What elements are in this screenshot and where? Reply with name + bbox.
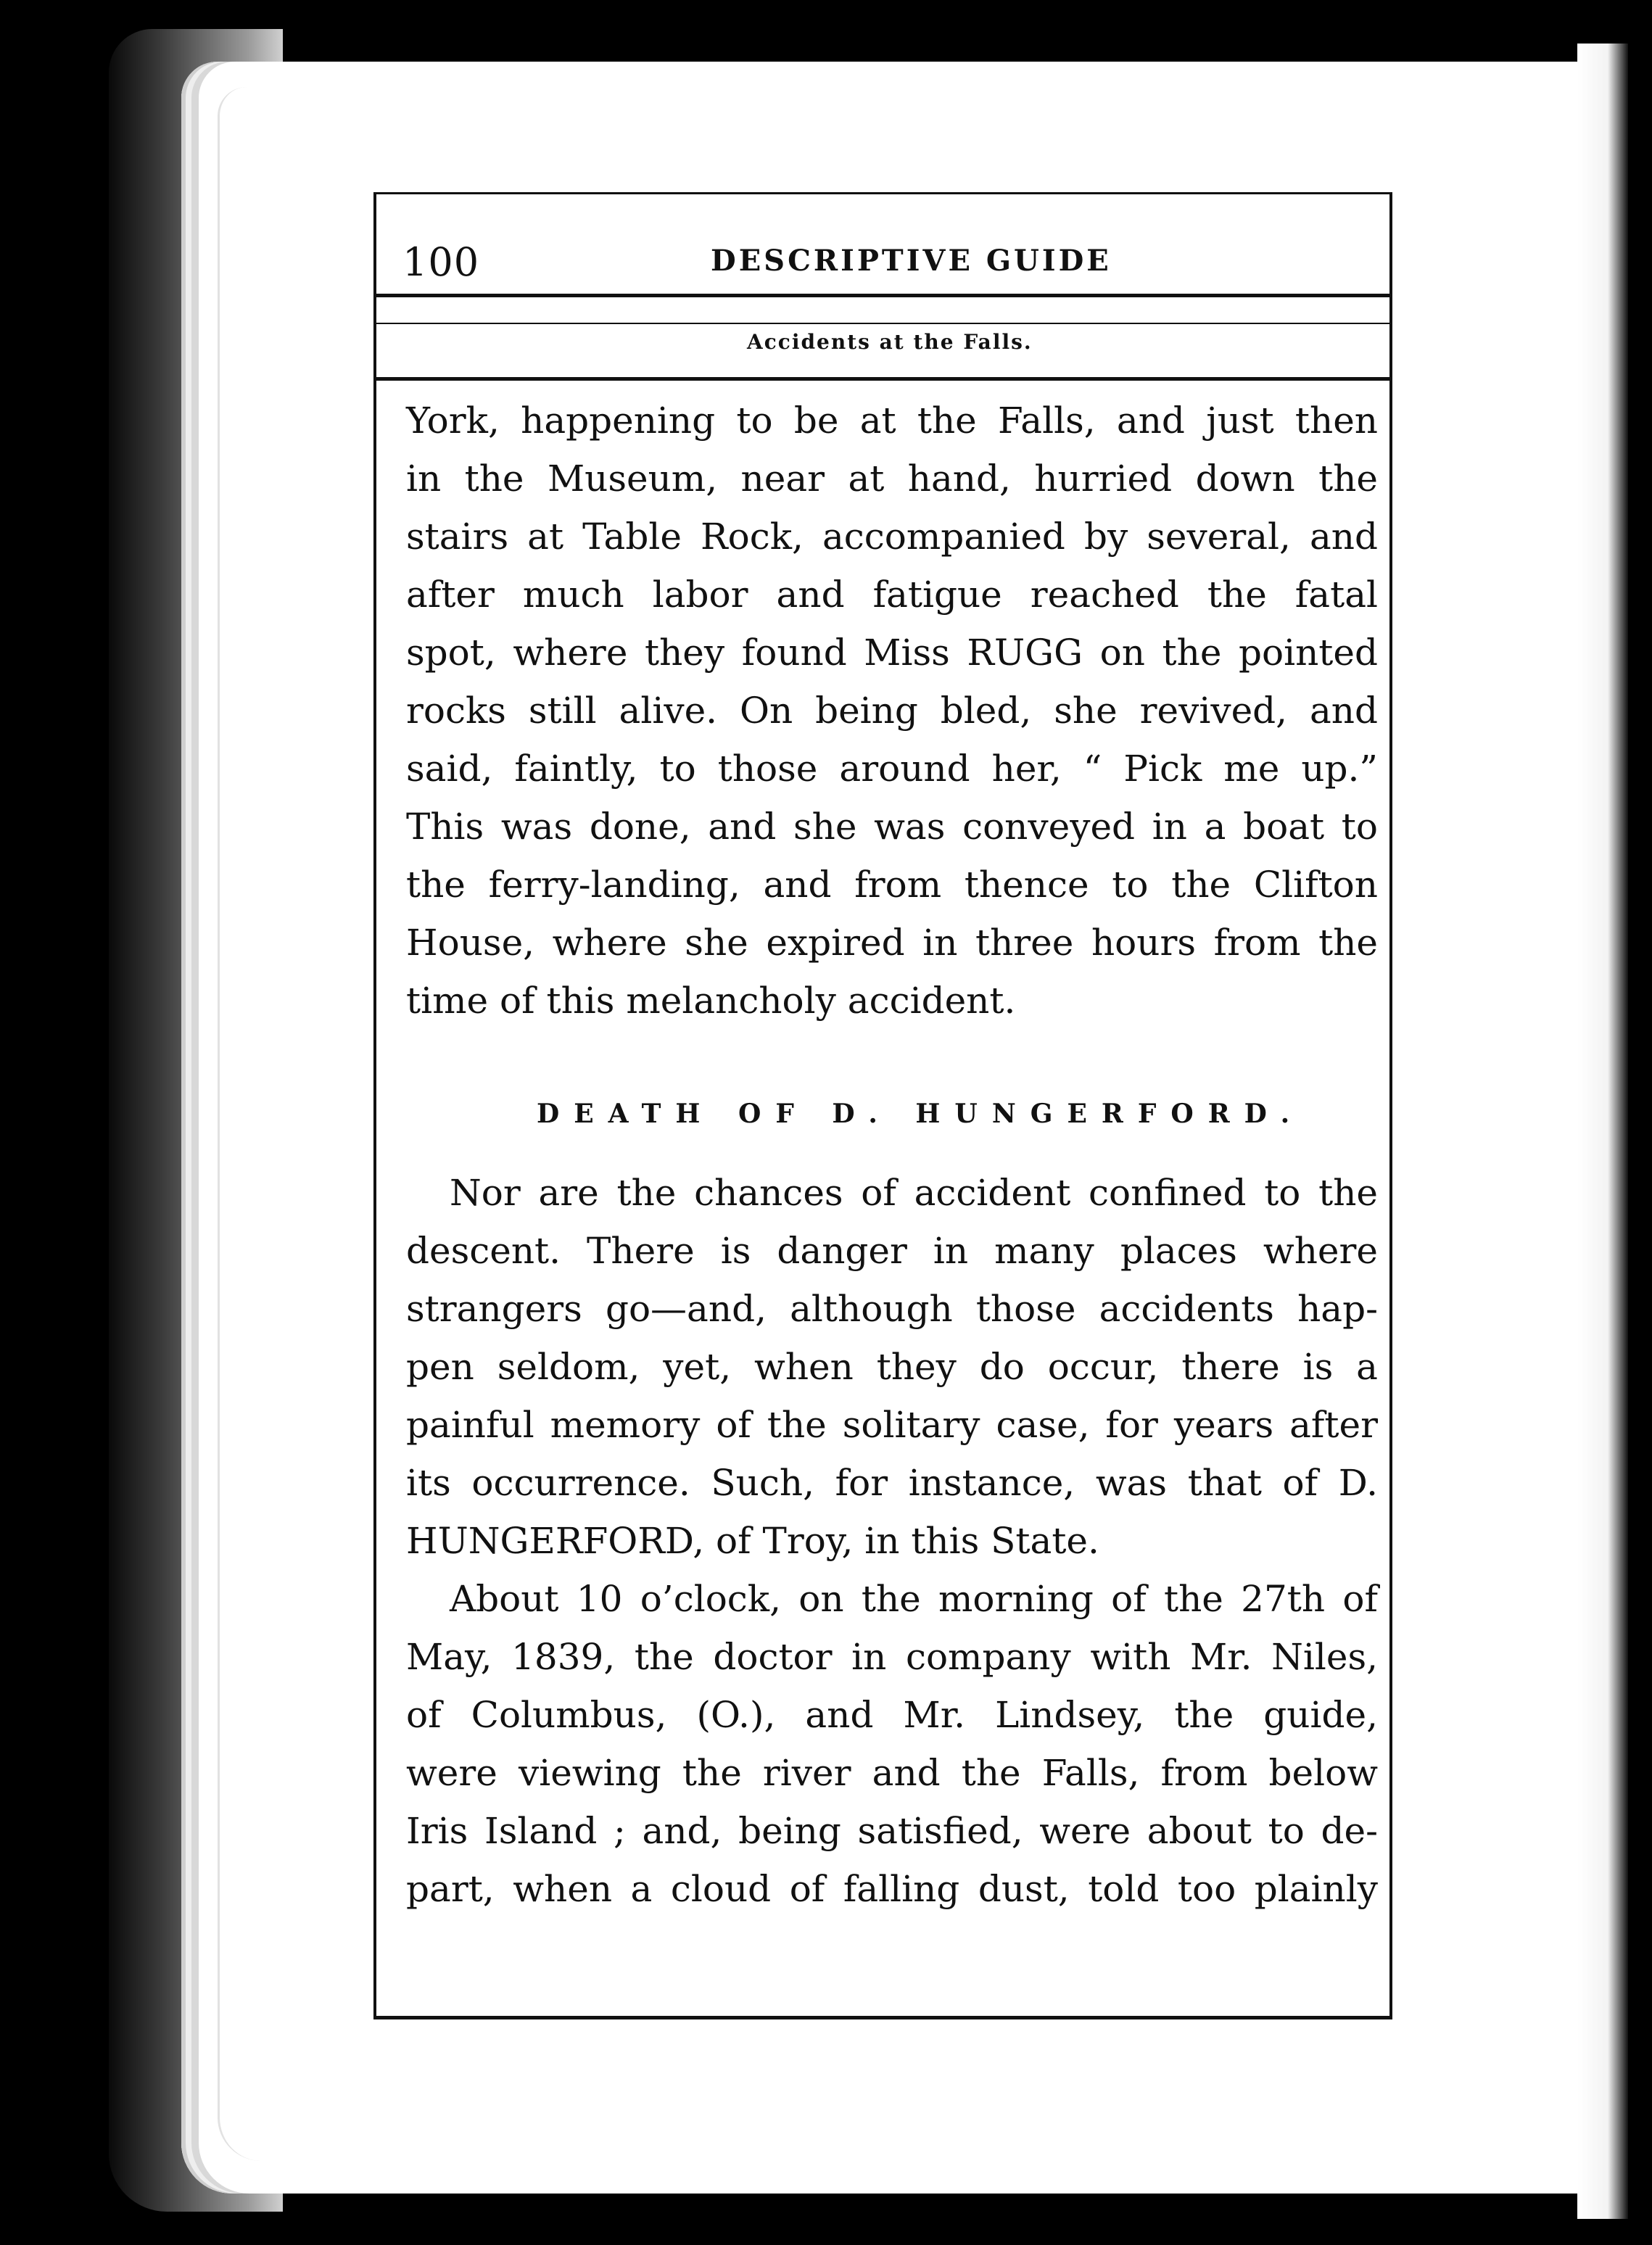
- paragraph-line: This was done, and she was conveyed in a boat to: [406, 806, 1378, 848]
- paragraph-line: in the Museum, near at hand, hurried down the: [406, 458, 1378, 500]
- paragraph-line: painful memory of the solitary case, for years after: [406, 1404, 1378, 1446]
- page-number: 100: [402, 239, 480, 285]
- paragraph-line: York, happening to be at the Falls, and just then: [406, 400, 1378, 442]
- header-rule-middle: [373, 323, 1392, 324]
- paragraph-line: its occurrence. Such, for instance, was that of D.: [406, 1462, 1378, 1504]
- paragraph-line: pen seldom, yet, when they do occur, there is a: [406, 1346, 1378, 1388]
- running-subhead: Accidents at the Falls.: [747, 330, 1033, 354]
- header-rule-bottom: [373, 377, 1392, 381]
- paragraph-line: Iris Island ; and, being satisfied, were about to de-: [406, 1810, 1378, 1852]
- paragraph-line: the ferry-landing, and from thence to the Clifton: [406, 864, 1378, 906]
- paragraph-line: HUNGERFORD, of Troy, in this State.: [406, 1520, 1099, 1562]
- paragraph-line: rocks still alive. On being bled, she revived, and: [406, 690, 1378, 732]
- paragraph-line: said, faintly, to those around her, “ Pick me up.”: [406, 748, 1378, 790]
- paragraph-2: [406, 1164, 1378, 1570]
- page-margin-strip: [1577, 44, 1628, 2219]
- paragraph-line: House, where she expired in three hours from the: [406, 922, 1378, 964]
- paragraph-line: stairs at Table Rock, accompanied by several, and: [406, 516, 1378, 558]
- running-head: DESCRIPTIVE GUIDE: [711, 244, 1112, 278]
- paragraph-line: were viewing the river and the Falls, from below: [406, 1752, 1378, 1794]
- paragraph-line: after much labor and fatigue reached the fatal: [406, 574, 1378, 616]
- paragraph-line: Nor are the chances of accident confined to the: [450, 1172, 1378, 1214]
- paragraph-line: About 10 o’clock, on the morning of the 27th of: [450, 1578, 1378, 1620]
- paragraph-line: spot, where they found Miss RUGG on the pointed: [406, 632, 1378, 674]
- paragraph-line: part, when a cloud of falling dust, told too plainly: [406, 1868, 1378, 1910]
- section-heading: DEATH OF D. HUNGERFORD.: [537, 1099, 1305, 1129]
- paragraph-line: May, 1839, the doctor in company with Mr. Niles,: [406, 1636, 1378, 1678]
- paragraph-1: [406, 392, 1378, 1030]
- paragraph-line: strangers go—and, although those accidents hap-: [406, 1288, 1378, 1330]
- paragraph-line: time of this melancholy accident.: [406, 980, 1016, 1022]
- paragraph-line: descent. There is danger in many places where: [406, 1230, 1378, 1272]
- paragraph-line: of Columbus, (O.), and Mr. Lindsey, the guide,: [406, 1694, 1378, 1736]
- paragraph-3: [406, 1570, 1378, 1918]
- header-rule-top: [373, 294, 1392, 297]
